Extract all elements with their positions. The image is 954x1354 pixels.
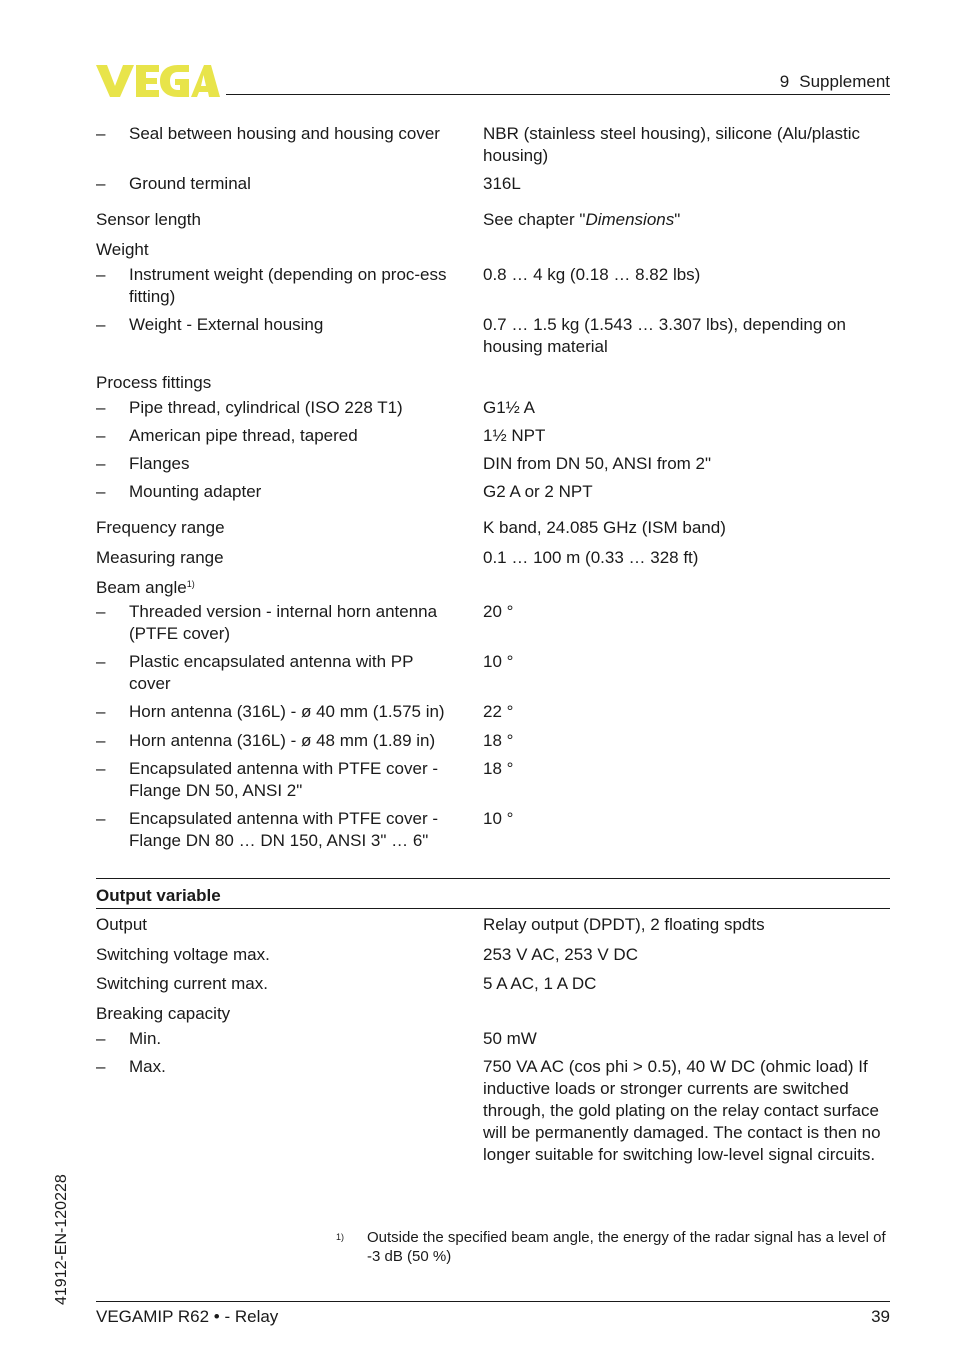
spec-value: 0.1 … 100 m (0.33 … 328 ft) — [483, 548, 699, 567]
spec-label: Flanges — [129, 454, 190, 473]
spec-value: 20 ° — [483, 602, 514, 621]
list-dash: – — [96, 1029, 106, 1048]
spec-label: Measuring range — [96, 548, 224, 567]
page-number: 39 — [871, 1307, 890, 1326]
spec-label: Min. — [129, 1029, 162, 1048]
list-dash: – — [96, 315, 106, 334]
list-dash: – — [96, 454, 106, 473]
section-rule-bottom — [96, 908, 890, 909]
footnote-mark: 1) — [336, 1232, 345, 1242]
spec-value: 0.8 … 4 kg (0.18 … 8.82 lbs) — [483, 265, 701, 284]
spec-label: Switching current max. — [96, 974, 268, 993]
footer-title: VEGAMIP R62 • - Relay — [96, 1307, 279, 1326]
spec-label: Max. — [129, 1057, 166, 1076]
footnote-ref: 1) — [186, 579, 195, 589]
spec-value: 22 ° — [483, 702, 514, 721]
list-dash: – — [96, 426, 106, 445]
spec-label: Encapsulated antenna with PTFE cover - Flange DN 50, ANSI 2" — [129, 759, 438, 800]
spec-value: G1½ A — [483, 398, 535, 417]
spec-label: Threaded version - internal horn antenna (PTFE cover) — [129, 602, 438, 643]
list-dash: – — [96, 809, 106, 828]
running-header — [780, 71, 890, 93]
footnote-text: Outside the specified beam angle, the energy of the radar signal has a level of -3 dB (50 %) — [367, 1229, 886, 1265]
spec-value: See chapter "Dimensions" — [483, 210, 681, 229]
spec-value: 50 mW — [483, 1029, 537, 1048]
list-dash: – — [96, 124, 106, 143]
spec-label: Instrument weight (depending on proc-ess fitting) — [129, 265, 447, 306]
spec-label: Sensor length — [96, 210, 201, 229]
spec-label: Horn antenna (316L) - ø 48 mm (1.89 in) — [129, 731, 436, 750]
spec-label: Seal between housing and housing cover — [129, 124, 440, 143]
list-dash: – — [96, 265, 106, 284]
spec-value: K band, 24.085 GHz (ISM band) — [483, 518, 726, 537]
spec-label: Weight — [96, 240, 149, 259]
list-dash: – — [96, 482, 106, 501]
section-title: Supplement — [799, 72, 890, 91]
list-dash: – — [96, 174, 106, 193]
spec-value: 5 A AC, 1 A DC — [483, 974, 597, 993]
spec-value: 750 VA AC (cos phi > 0.5), 40 W DC (ohmic load) If inductive loads or stronger currents are switched through, the gold plating on the relay contact surface will be permanently damaged. The contact is then no longer suitable for switching low-level signal circuits. — [483, 1057, 881, 1164]
spec-label: Output — [96, 915, 148, 934]
spec-value: Relay output (DPDT), 2 floating spdts — [483, 915, 765, 934]
list-dash: – — [96, 398, 106, 417]
chapter-reference: Dimensions — [585, 210, 675, 229]
footer-rule — [96, 1301, 890, 1302]
list-dash: – — [96, 759, 106, 778]
spec-label: Mounting adapter — [129, 482, 262, 501]
spec-label: Process fittings — [96, 373, 212, 392]
spec-label: Pipe thread, cylindrical (ISO 228 T1) — [129, 398, 403, 417]
spec-value: 0.7 … 1.5 kg (1.543 … 3.307 lbs), depending on housing material — [483, 315, 846, 356]
section-rule-top — [96, 878, 890, 879]
spec-value: 253 V AC, 253 V DC — [483, 945, 638, 964]
list-dash: – — [96, 702, 106, 721]
document-code: 41912-EN-120228 — [53, 1174, 70, 1305]
spec-label: Switching voltage max. — [96, 945, 270, 964]
list-dash: – — [96, 1057, 106, 1076]
spec-value: 1½ NPT — [483, 426, 546, 445]
list-dash: – — [96, 602, 106, 621]
spec-value: 18 ° — [483, 731, 514, 750]
spec-value: DIN from DN 50, ANSI from 2" — [483, 454, 712, 473]
vega-logo — [96, 64, 220, 98]
spec-label: Frequency range — [96, 518, 225, 537]
spec-value: 10 ° — [483, 809, 514, 828]
spec-value: 316L — [483, 174, 521, 193]
spec-value: 18 ° — [483, 759, 514, 778]
spec-label: Plastic encapsulated antenna with PP cover — [129, 652, 414, 693]
spec-label: Ground terminal — [129, 174, 251, 193]
spec-label: Breaking capacity — [96, 1004, 231, 1023]
list-dash: – — [96, 731, 106, 750]
spec-value: 10 ° — [483, 652, 514, 671]
header-rule — [226, 94, 890, 95]
spec-label: Beam angle$^{1)}$ — [96, 578, 195, 597]
spec-label: Encapsulated antenna with PTFE cover - Flange DN 80 … DN 150, ANSI 3" … 6" — [129, 809, 438, 850]
list-dash: – — [96, 652, 106, 671]
section-number: 9 — [779, 72, 790, 91]
spec-label: American pipe thread, tapered — [129, 426, 358, 445]
spec-label: Weight - External housing — [129, 315, 324, 334]
spec-label: Horn antenna (316L) - ø 40 mm (1.575 in) — [129, 702, 445, 721]
spec-value: G2 A or 2 NPT — [483, 482, 593, 501]
spec-value: NBR (stainless steel housing), silicone (Alu/plastic housing) — [483, 124, 860, 165]
section-title-output: Output variable — [96, 886, 221, 905]
